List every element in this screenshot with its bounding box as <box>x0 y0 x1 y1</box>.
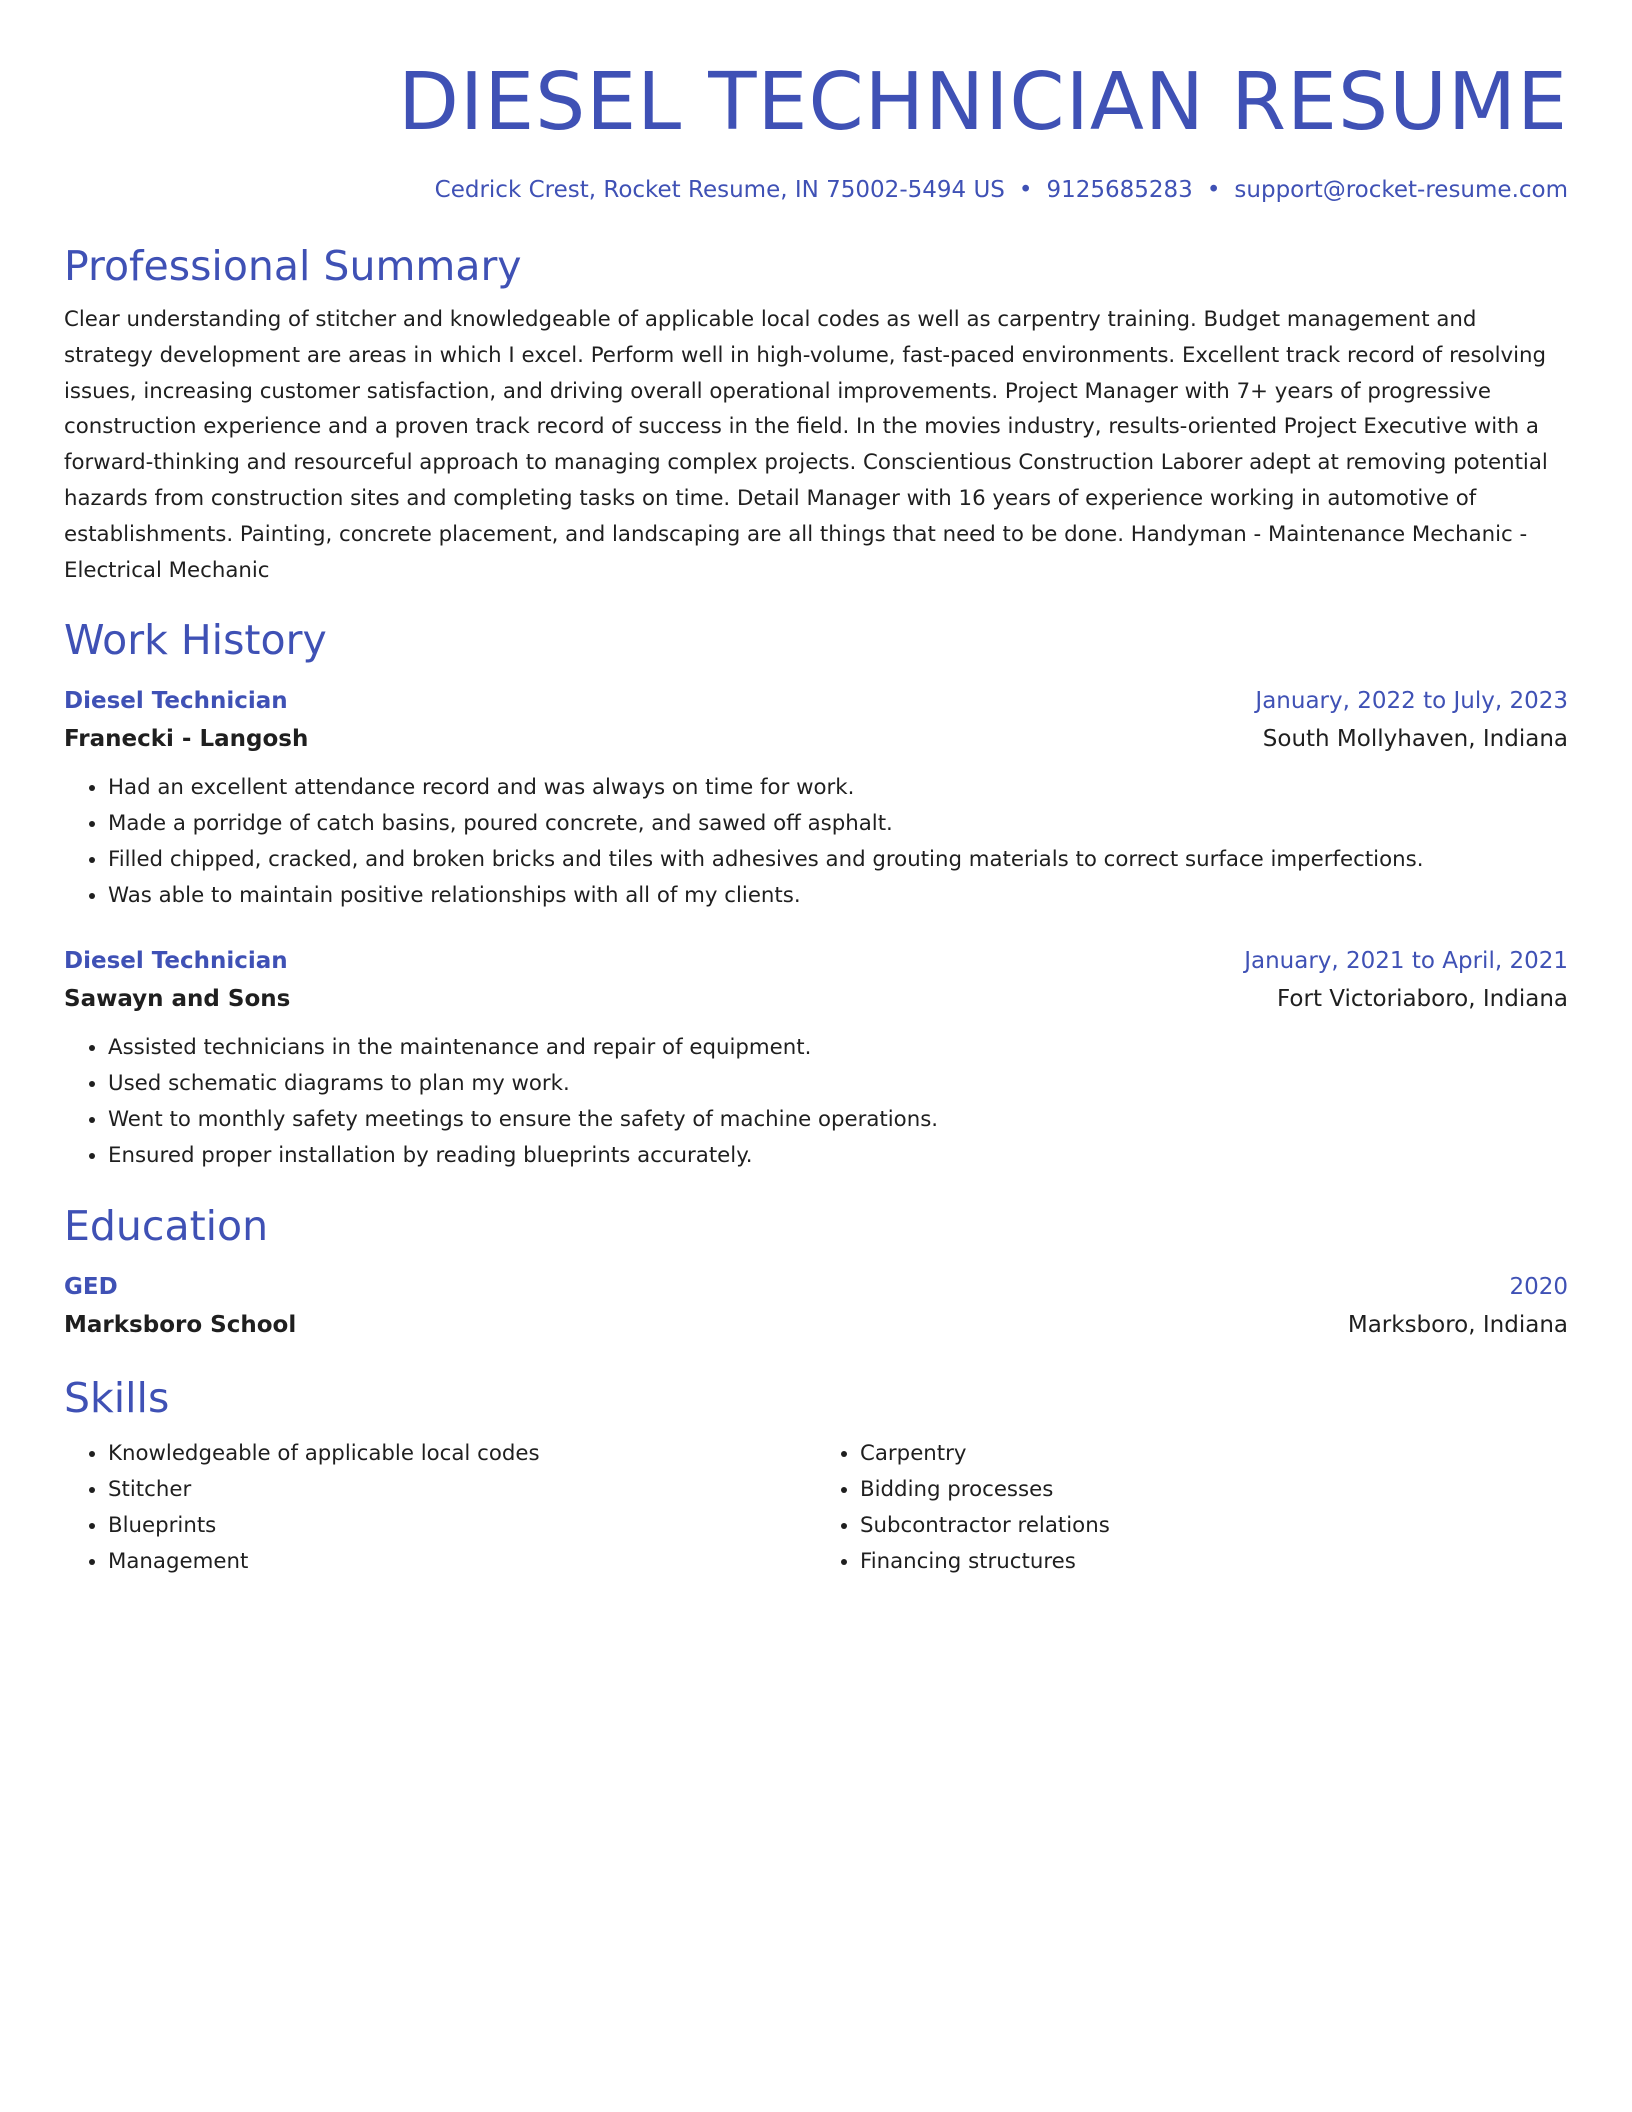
contact-email[interactable]: support@rocket-resume.com <box>1234 177 1568 203</box>
job-company: Franecki - Langosh <box>64 726 309 753</box>
job-location: Fort Victoriaboro, Indiana <box>1277 986 1568 1013</box>
job-company-row <box>64 980 1568 1018</box>
section-title-work-history: Work History <box>64 616 327 665</box>
job-entry <box>64 682 1568 914</box>
job-bullet-list <box>64 1030 1568 1174</box>
job-company-row <box>64 720 1568 758</box>
contact-separator: • <box>1206 177 1221 203</box>
contact-line <box>64 174 1568 206</box>
job-bullet-list <box>64 770 1568 914</box>
job-bullet: • Used schematic diagrams to plan my work. <box>108 1066 1568 1102</box>
contact-phone: 9125685283 <box>1046 177 1193 203</box>
skill-item: • Blueprints <box>108 1508 816 1544</box>
skills-list-left <box>64 1436 816 1580</box>
job-entry <box>64 942 1568 1174</box>
work-history-section <box>64 614 1568 1174</box>
job-bullet: • Assisted technicians in the maintenance and repair of equipment. <box>108 1030 1568 1066</box>
job-bullet: • Ensured proper installation by reading blueprints accurately. <box>108 1138 1568 1174</box>
job-header-row <box>64 942 1568 980</box>
section-title-summary: Professional Summary <box>64 242 522 290</box>
skill-item: • Bidding processes <box>860 1472 1568 1508</box>
skill-item: • Knowledgeable of applicable local codes <box>108 1436 816 1472</box>
skill-item: • Stitcher <box>108 1472 816 1508</box>
job-header-row <box>64 682 1568 720</box>
education-header-row <box>64 1268 1568 1306</box>
education-entry <box>64 1268 1568 1344</box>
job-bullet: • Was able to maintain positive relationships with all of my clients. <box>108 878 1568 914</box>
summary-text: Clear understanding of stitcher and knowledgeable of applicable local codes as well as carpentry training. Budget management and strategy development are areas in which I excel. Perform well in high-volume, fast-paced environments. Excellent track record of resolving issues, increasing customer satisfaction, and driving overall operational improvements. Project Manager with 7+ years of progressive construction experience and a proven track record of success in the field. In the movies industry, results-oriented Project Executive with a forward-thinking and resourceful approach to managing complex projects. Conscientious Construction Laborer adept at removing potential hazards from construction sites and completing tasks on time. Detail Manager with 16 years of experience working in automotive of establishments. Painting, concrete placement, and landscaping are all things that need to be done. Handyman - Maintenance Mechanic - Electrical Mechanic <box>64 307 1548 583</box>
job-bullet: • Filled chipped, cracked, and broken bricks and tiles with adhesives and grouting materials to correct surface imperfections. <box>108 842 1568 878</box>
education-section <box>64 1200 1568 1344</box>
skills-columns <box>64 1436 1568 1580</box>
section-title-education: Education <box>64 1202 269 1251</box>
job-dates: January, 2021 to April, 2021 <box>1244 948 1568 975</box>
job-title: Diesel Technician <box>64 688 288 715</box>
skill-item: • Carpentry <box>860 1436 1568 1472</box>
resume-header <box>64 0 1568 206</box>
contact-address: Cedrick Crest, Rocket Resume, IN 75002-5494 US <box>434 177 1005 203</box>
education-year: 2020 <box>1509 1274 1568 1301</box>
resume-title: DIESEL TECHNICIAN RESUME <box>398 56 1568 148</box>
skills-section <box>64 1372 1568 1580</box>
job-dates: January, 2022 to July, 2023 <box>1255 688 1568 715</box>
contact-separator: • <box>1018 177 1033 203</box>
skills-list-right <box>816 1436 1568 1580</box>
skill-item: • Subcontractor relations <box>860 1508 1568 1544</box>
section-title-skills: Skills <box>64 1374 170 1423</box>
education-degree: GED <box>64 1274 118 1301</box>
job-bullet: • Had an excellent attendance record and was always on time for work. <box>108 770 1568 806</box>
education-school: Marksboro School <box>64 1312 297 1339</box>
professional-summary-section <box>64 240 1568 588</box>
skill-item: • Financing structures <box>860 1544 1568 1580</box>
education-location: Marksboro, Indiana <box>1347 1312 1568 1339</box>
education-school-row <box>64 1306 1568 1344</box>
skill-item: • Management <box>108 1544 816 1580</box>
job-title: Diesel Technician <box>64 948 288 975</box>
job-bullet: • Made a porridge of catch basins, poured concrete, and sawed off asphalt. <box>108 806 1568 842</box>
job-company: Sawayn and Sons <box>64 986 291 1013</box>
job-bullet: • Went to monthly safety meetings to ensure the safety of machine operations. <box>108 1102 1568 1138</box>
job-location: South Mollyhaven, Indiana <box>1262 726 1568 753</box>
